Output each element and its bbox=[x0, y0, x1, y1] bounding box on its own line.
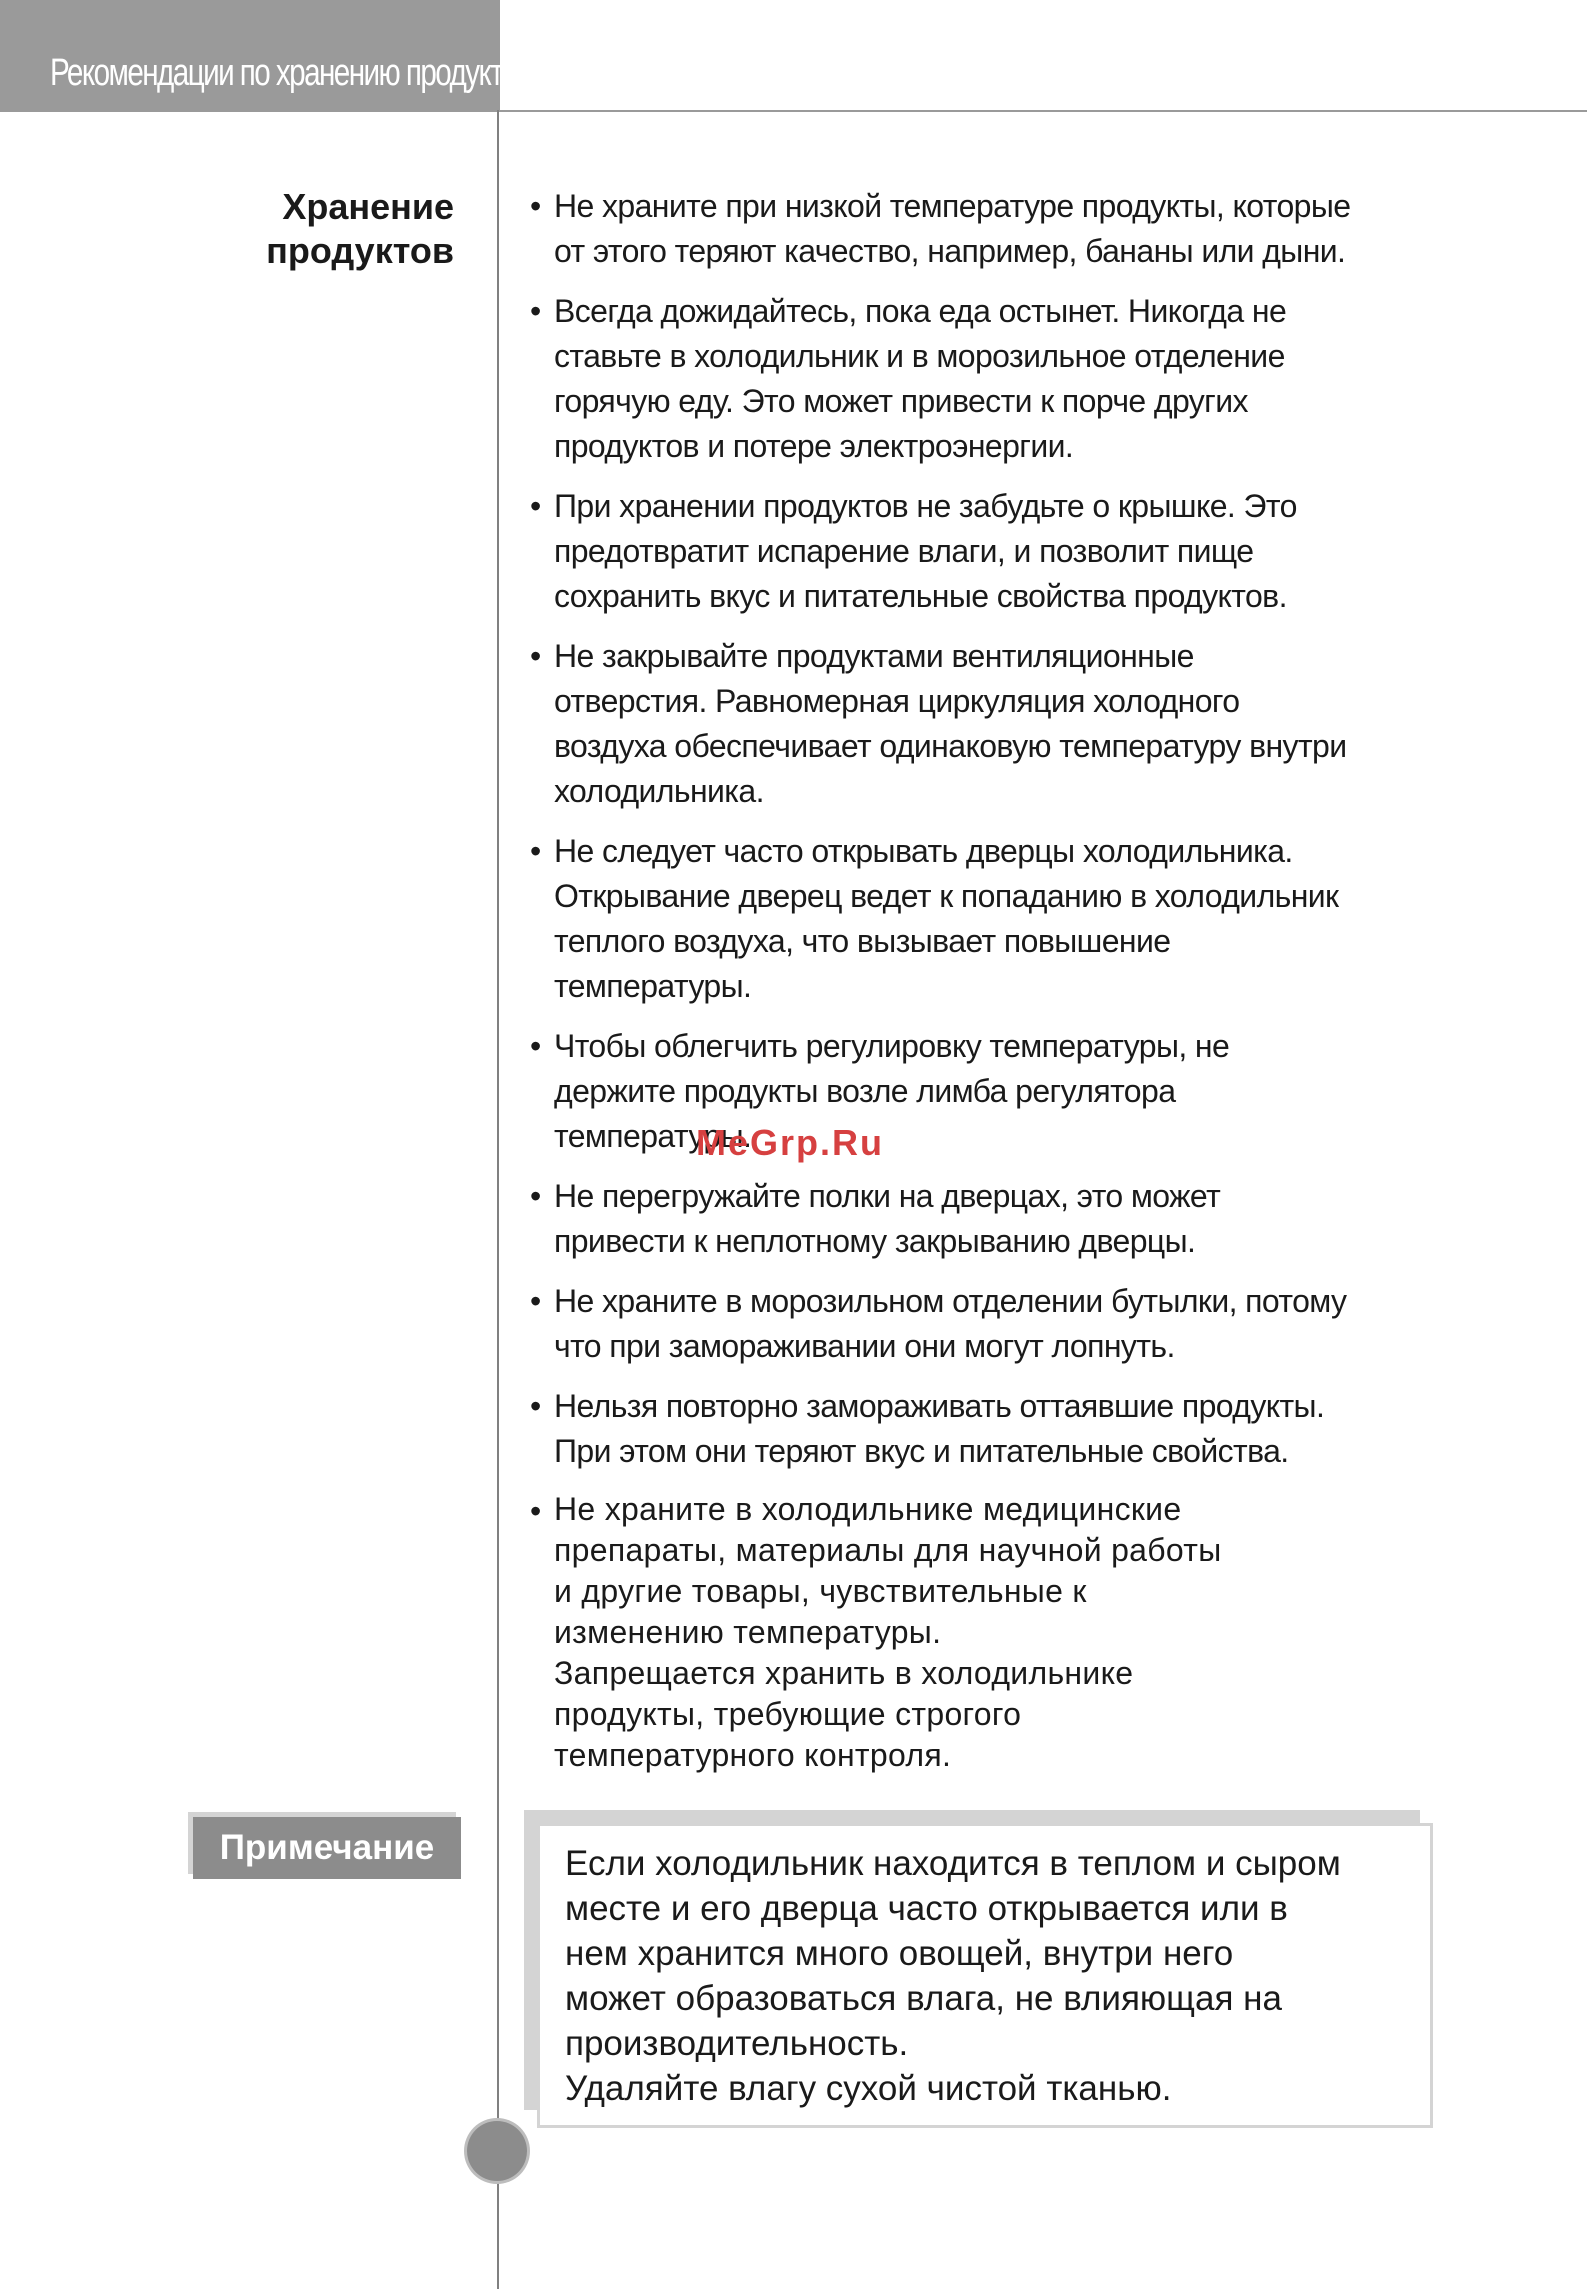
vertical-divider bbox=[497, 110, 499, 2289]
note-text: Если холодильник находится в теплом и сыром месте и его дверца часто открывается или в нем хранится много овощей, внутри него может образоваться влага, не влияющая на производительность. Удаляйте влагу сухой чистой тканью. bbox=[565, 1844, 1341, 2108]
list-item-text: Не храните в холодильнике медицинские препараты, материалы для научной работы и другие товары, чувствительные к изменению температуры. Запрещается хранить в холодильнике продукты, требующие строгого температурного контроля. bbox=[554, 1491, 1222, 1773]
list-item bbox=[530, 1279, 1430, 1369]
note-box bbox=[537, 1823, 1433, 2128]
list-item-text: Не храните при низкой температуре продукты, которые от этого теряют качество, например, бананы или дыни. bbox=[554, 188, 1351, 269]
list-item bbox=[530, 1174, 1430, 1264]
bullet-icon: • bbox=[530, 638, 541, 674]
bullet-icon: • bbox=[530, 188, 541, 224]
header-title: Рекомендации по хранению продуктов bbox=[50, 52, 532, 94]
bullet-icon: • bbox=[530, 1283, 541, 1319]
bullet-icon: • bbox=[530, 488, 541, 524]
list-item-text: Всегда дожидайтесь, пока еда остынет. Никогда не ставьте в холодильник и в морозильное отделение горячую еду. Это может привести к порче других продуктов и потере электроэнергии. bbox=[554, 293, 1287, 464]
section-title-line2: продуктов bbox=[266, 230, 454, 271]
list-item bbox=[530, 1384, 1430, 1474]
list-item bbox=[530, 634, 1430, 814]
bullet-icon: • bbox=[530, 1178, 541, 1214]
bullet-icon: • bbox=[530, 1493, 541, 1529]
list-item bbox=[530, 1489, 1430, 1776]
list-item-text: Нельзя повторно замораживать оттаявшие продукты. При этом они теряют вкус и питательные свойства. bbox=[554, 1388, 1325, 1469]
bullet-icon: • bbox=[530, 293, 541, 329]
list-item bbox=[530, 484, 1430, 619]
list-item-text: Не закрывайте продуктами вентиляционные отверстия. Равномерная циркуляция холодного воздуха обеспечивает одинаковую температуру внутри холодильника. bbox=[554, 638, 1347, 809]
bullet-icon: • bbox=[530, 833, 541, 869]
header-rule bbox=[0, 110, 1587, 112]
list-item bbox=[530, 829, 1430, 1009]
list-item-text: Не следует часто открывать дверцы холодильника. Открывание дверец ведет к попаданию в холодильник теплого воздуха, что вызывает повышение температуры. bbox=[554, 833, 1339, 1004]
list-item bbox=[530, 184, 1430, 274]
section-title-line1: Хранение bbox=[282, 186, 454, 227]
list-item bbox=[530, 289, 1430, 469]
note-badge-label: Примечание bbox=[219, 1828, 435, 1867]
page-marker-circle bbox=[467, 2121, 527, 2181]
note-badge bbox=[193, 1817, 461, 1879]
list-item-text: Не перегружайте полки на дверцах, это может привести к неплотному закрыванию дверцы. bbox=[554, 1178, 1221, 1259]
bullet-icon: • bbox=[530, 1388, 541, 1424]
bullet-icon: • bbox=[530, 1028, 541, 1064]
list-item-text: Чтобы облегчить регулировку температуры, не держите продукты возле лимба регулятора температуры. bbox=[554, 1028, 1230, 1154]
watermark: MeGrp.Ru bbox=[696, 1122, 885, 1163]
header-tab bbox=[0, 0, 532, 110]
list-item bbox=[530, 1024, 1430, 1159]
bullet-list bbox=[530, 184, 1430, 1791]
section-title bbox=[266, 185, 454, 273]
list-item-text: Не храните в морозильном отделении бутылки, потому что при замораживании они могут лопнуть. bbox=[554, 1283, 1347, 1364]
list-item-text: При хранении продуктов не забудьте о крышке. Это предотвратит испарение влаги, и позволит пище сохранить вкус и питательные свойства продуктов. bbox=[554, 488, 1297, 614]
